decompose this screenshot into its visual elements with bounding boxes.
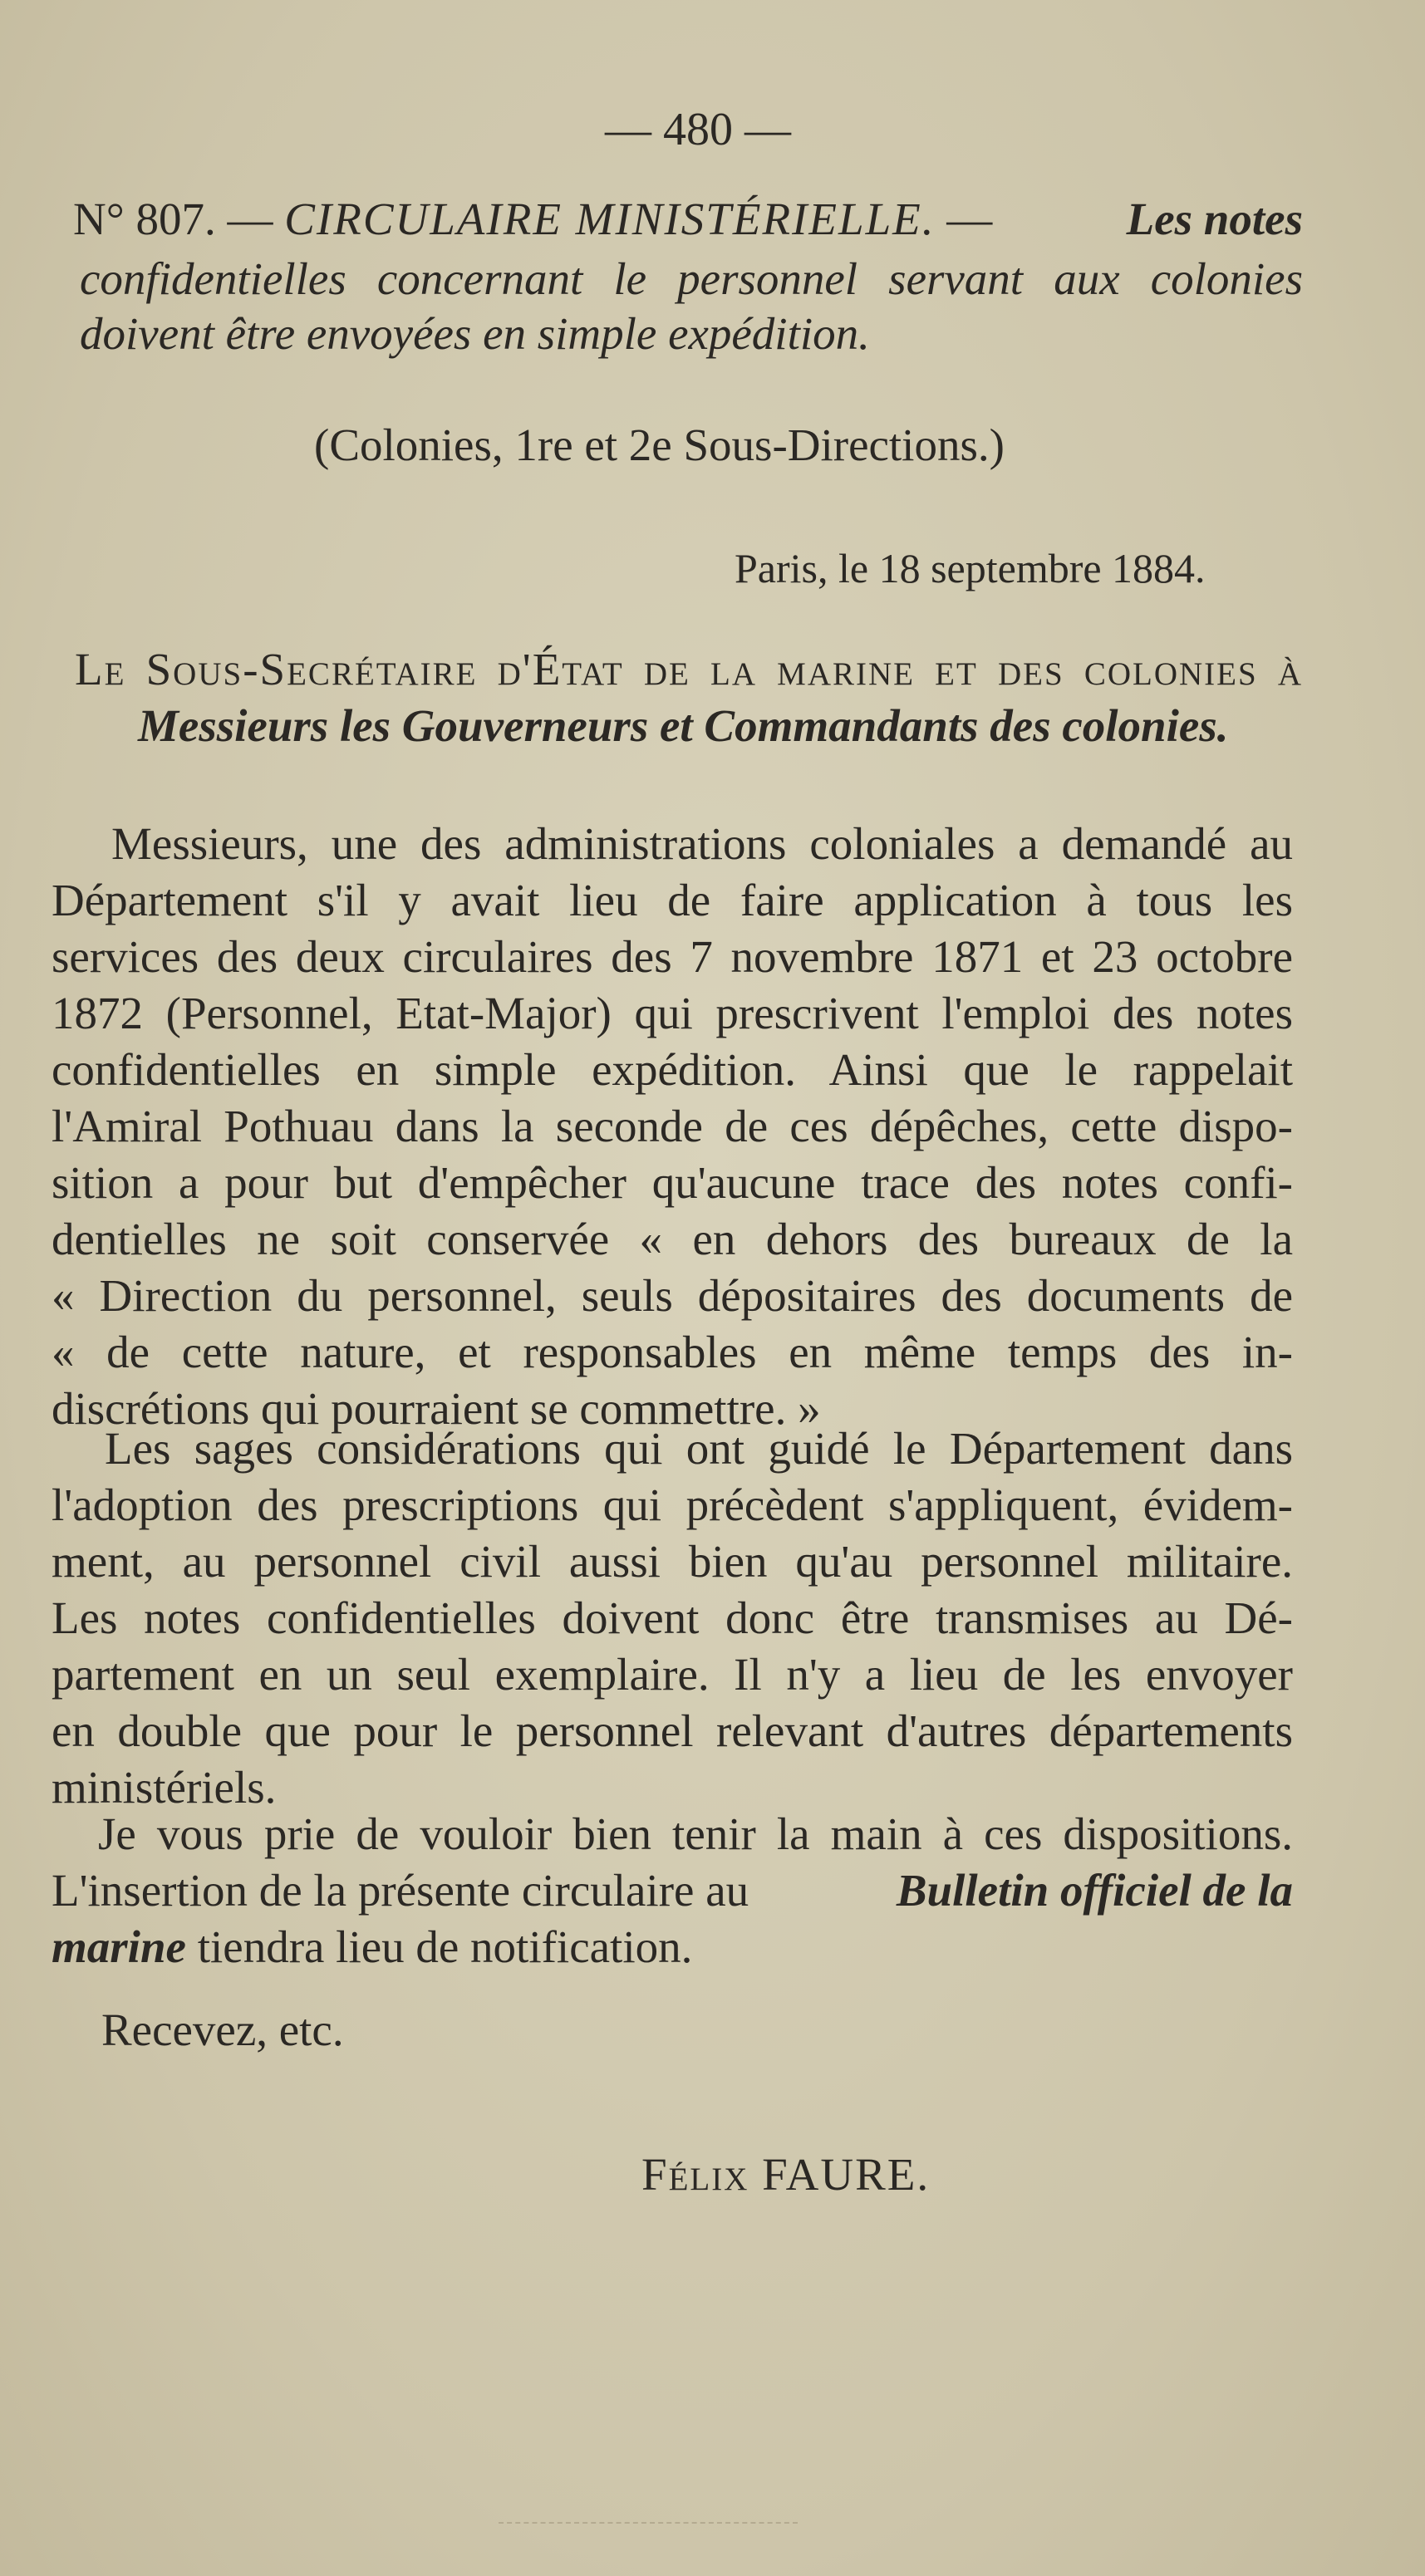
circular-heading — [73, 189, 1303, 249]
text-line: 1872 (Personnel, Etat-Major) qui prescrivent l'emploi des notes — [52, 988, 1293, 1038]
text-line: partement en un seul exemplaire. Il n'y a lieu de les envoyer — [52, 1649, 1293, 1700]
text-line: services des deux circulaires des 7 novembre 1871 et 23 octobre — [52, 931, 1293, 982]
text-line: en double que pour le personnel relevant d'autres départements — [52, 1705, 1293, 1756]
text-line: Les notes confidentielles doivent donc être transmises au Dé- — [52, 1592, 1293, 1643]
circular-number: N° 807. — [73, 194, 216, 244]
text-line: discrétions qui pourraient se commettre. » — [52, 1383, 821, 1434]
text-line — [52, 1861, 1293, 1921]
text-line: l'Amiral Pothuau dans la seconde de ces dépêches, cette dispo- — [52, 1101, 1293, 1151]
sender-line: Le Sous-Secrétaire d'État de la marine et des colonies à — [75, 644, 1303, 694]
text-line: sition a pour but d'empêcher qu'aucune trace des notes confi- — [52, 1157, 1293, 1208]
heading-dash: — — [946, 194, 993, 244]
closing-formula: Recevez, etc. — [101, 2004, 344, 2055]
circular-subject: doivent être envoyées en simple expédition. — [80, 308, 870, 359]
text-line — [52, 1917, 1425, 1977]
page-number: — 480 — — [605, 104, 791, 155]
bulletin-title: marine — [52, 1921, 186, 1972]
text-line: ment, au personnel civil aussi bien qu'au personnel militaire. — [52, 1536, 1293, 1587]
text-line: Messieurs, une des administrations coloniales a demandé au — [111, 818, 1293, 869]
text-fragment: tiendra lieu de notification. — [197, 1921, 693, 1972]
circular-subject: Les notes — [1126, 194, 1303, 244]
text-line: confidentielles en simple expédition. Ainsi que le rappelait — [52, 1044, 1293, 1095]
heading-dash: — — [227, 194, 273, 244]
text-line: dentielles ne soit conservée « en dehors des bureaux de la — [52, 1214, 1293, 1264]
dateline: Paris, le 18 septembre 1884. — [735, 545, 1206, 591]
text-line: Département s'il y avait lieu de faire application à tous les — [52, 875, 1293, 925]
text-line: « de cette nature, et responsables en même temps des in- — [52, 1327, 1293, 1377]
circular-title: CIRCULAIRE MINISTÉRIELLE. — [284, 194, 936, 244]
text-fragment: L'insertion de la présente circulaire au — [52, 1865, 749, 1916]
text-line: « Direction du personnel, seuls dépositaires des documents de — [52, 1270, 1293, 1321]
text-line: l'adoption des prescriptions qui précèdent s'appliquent, évidem- — [52, 1479, 1293, 1530]
text-line: Les sages considérations qui ont guidé le Département dans — [105, 1423, 1293, 1474]
origin-note: (Colonies, 1re et 2e Sous-Directions.) — [314, 420, 1005, 470]
bulletin-title: Bulletin officiel de la — [896, 1865, 1293, 1916]
text-line: Je vous prie de vouloir bien tenir la main à ces dispositions. — [98, 1808, 1293, 1859]
signature: Félix FAURE. — [641, 2149, 931, 2200]
text-line: ministériels. — [52, 1762, 277, 1813]
recipient-line: Messieurs les Gouverneurs et Commandants des colonies. — [138, 700, 1229, 751]
divider-rule — [499, 2522, 798, 2524]
circular-subject: confidentielles concernant le personnel servant aux colonies — [80, 253, 1303, 304]
